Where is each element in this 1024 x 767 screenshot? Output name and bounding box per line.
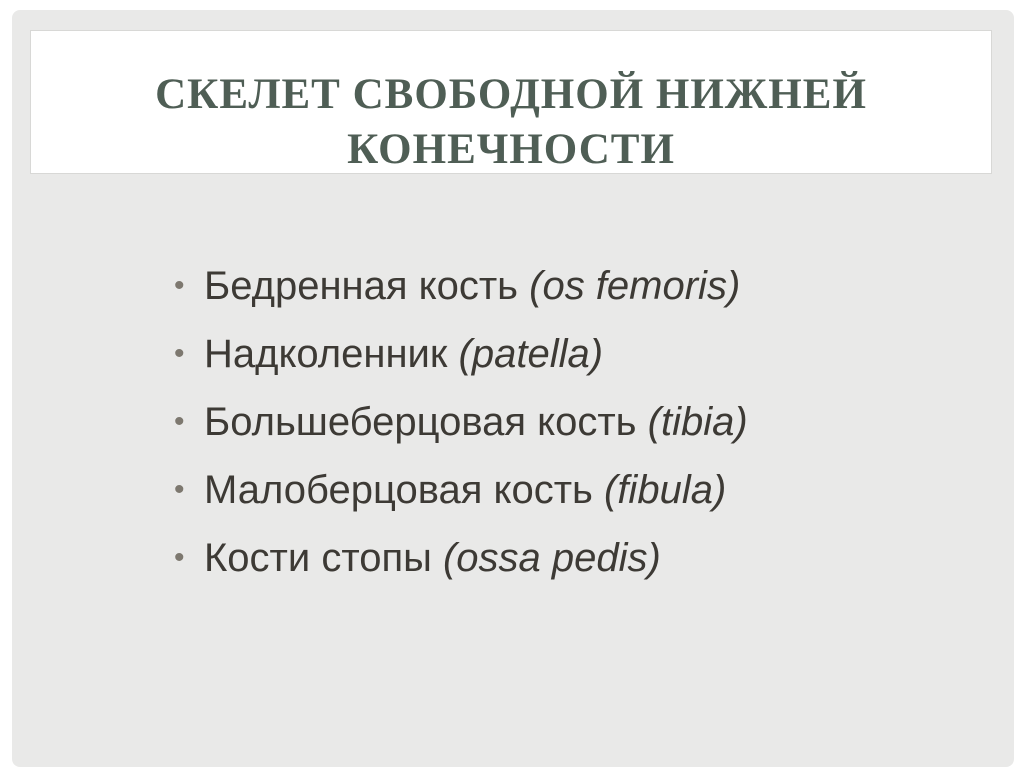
bullet-icon: • (174, 405, 185, 438)
list-item (172, 322, 812, 386)
item-latin-term: (fibula) (604, 468, 727, 512)
item-text: Большеберцовая кость (204, 400, 648, 444)
item-latin-term: (tibia) (647, 400, 748, 444)
list-item (172, 458, 812, 522)
item-latin-term: (ossa pedis) (442, 536, 661, 580)
item-text: Малоберцовая кость (204, 468, 604, 512)
item-text: Кости стопы (204, 536, 443, 580)
item-latin-term: (patella) (458, 332, 604, 376)
bullet-icon: • (174, 473, 185, 506)
title-box (30, 30, 992, 174)
bullet-list (172, 254, 812, 594)
slide (12, 10, 1014, 767)
bullet-icon: • (174, 337, 185, 370)
list-item (172, 526, 812, 590)
slide-title: СКЕЛЕТ СВОБОДНОЙ НИЖНЕЙ КОНЕЧНОСТИ (155, 71, 867, 173)
item-latin-term: (os femoris) (529, 264, 741, 308)
item-text: Бедренная кость (204, 264, 530, 308)
bullet-icon: • (174, 269, 185, 302)
bullet-icon: • (174, 541, 185, 574)
list-item (172, 254, 812, 318)
list-item (172, 390, 812, 454)
item-text: Надколенник (204, 332, 459, 376)
